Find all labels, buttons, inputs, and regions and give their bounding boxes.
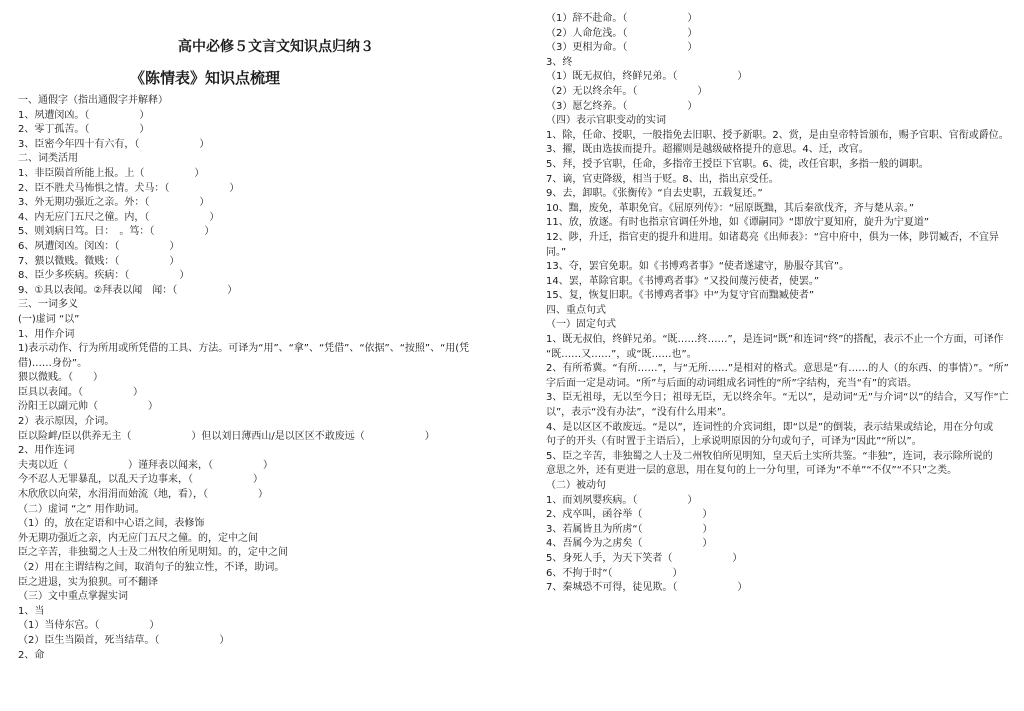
text-line: （2）无以终余年。（ ） — [546, 85, 708, 97]
text-line: 9、①具以表闻。②拜表以闻 闻：（ ） — [18, 284, 238, 296]
text-line: 2、有所希冀。“有所……”，与“无所……”是相对的格式。意思是“有……的人（的东西、的事情）”。“所” — [546, 363, 1009, 375]
text-line: 以”，表示“没有办法”，“没有什么用来”。 — [546, 407, 732, 419]
text-line: 臣之辛苦，非独蜀之人士及二州牧伯所见明知。的，定中之间 — [18, 547, 288, 559]
text-line: 臣之进退，实为狼狈。可不翻译 — [18, 576, 158, 588]
text-line: 7、猥以微贱。微贱：（ ） — [18, 255, 180, 267]
text-line: 一、通假字（指出通假字并解释） — [18, 95, 168, 106]
text-line: 1)表示动作、行为所用或所凭借的工具、方法。可译为“用”、“拿”、“凭借”、“依据”、“按照”、“用(凭 — [18, 343, 470, 355]
text-line: (一)虚词 “以” — [18, 313, 80, 325]
text-line: 1、夙遭闵凶。（ ） — [18, 109, 150, 121]
document-title: 高中必修５文言文知识点归纳３ — [178, 39, 374, 55]
text-line: 15、复，恢复旧职。《书博鸡者事》中“为复守官而黜臧使者” — [546, 290, 815, 302]
text-line: 3、擢，既由选拔而提升。超擢则是越级破格提升的意思。4、迁，改官。 — [546, 144, 869, 156]
text-line: 臣具以表闻。（ ） — [18, 386, 143, 398]
text-line: 14、罢，革除官职。《书博鸡者事》“又投间蔑污使者，使罢。” — [546, 275, 820, 287]
text-line: （3）更相为命。（ ） — [546, 42, 698, 54]
text-line: 5、则刘病日笃。日： 。笃：（ ） — [18, 226, 215, 238]
text-line: 4、吾属今为之虏矣（ ） — [546, 538, 713, 550]
text-line: 2）表示原因，介词。 — [18, 416, 115, 428]
text-line: （1）既无叔伯，终鲜兄弟。（ ） — [546, 71, 748, 83]
text-line: 5、拜，授予官职，任命，多指帝王授臣下官职。6、徙，改任官职，多指一般的调职。 — [546, 158, 929, 170]
text-line: （2）用在主谓结构之间，取消句子的独立性，不译，助词。 — [18, 562, 285, 573]
text-line: （1）辞不赴命。（ ） — [546, 13, 698, 24]
text-line: 11、放，放逐。有时也指京官调任外地，如《谭嗣同》“即放宁夏知府，旋升为宁夏道” — [546, 217, 930, 229]
text-line: 6、夙遭闵凶。闵凶：（ ） — [18, 240, 180, 252]
text-line: 1、既无叔伯，终鲜兄弟。“既……终……”，是连词“既”和连词“终”的搭配，表示不止一个方面，可译作 — [546, 334, 1004, 346]
text-line: （2）臣生当陨首，死当结草。（ ） — [18, 634, 230, 646]
text-line: 6、不拘于时“（ ） — [546, 567, 683, 579]
text-line: 臣以险衅/臣以供养无主（ ）但以刘日薄西山/是以区区不敢废远（ ） — [18, 430, 435, 442]
text-line: 9、去，卸职。《张衡传》“自去史职，五载复还。” — [546, 188, 763, 200]
text-line: 8、臣少多疾病。疾病：（ ） — [18, 270, 190, 282]
text-line: 3、终 — [546, 56, 573, 68]
text-line: 借)……身份”。 — [18, 357, 88, 369]
left-text-block — [18, 94, 514, 663]
text-line: 木欣欣以向荣，水涓涓而始流（地，看），（ ） — [18, 489, 268, 501]
text-line: 3、若属皆且为所虏“（ ） — [546, 523, 713, 535]
text-line: 4、内无应门五尺之僮。内，（ ） — [18, 211, 220, 223]
text-line: 四、重点句式 — [546, 304, 606, 316]
text-line: 2、臣不胜犬马怖惧之情。犬马：（ ） — [18, 182, 240, 194]
text-line: （四）表示官职变动的实词 — [546, 115, 666, 127]
text-line: 今不忍人无罪暴乱，以乱天子边事来，（ ） — [18, 474, 263, 486]
text-line: 4、是以区区不敢废远。“是以”，连词性的介宾词组，即“以是”的倒装，表示结果或结论，用在分句或 — [546, 421, 994, 433]
text-line: 外无期功强近之亲，内无应门五尺之僮。的，定中之间 — [18, 532, 258, 544]
document-subtitle: 《陈情表》知识点梳理 — [130, 69, 281, 87]
text-line: 夫夷以近（ ）谨拜表以闻来，（ ） — [18, 459, 273, 471]
text-line: “既……又……”，或“既……也”。 — [546, 348, 697, 360]
text-line: 2、命 — [18, 649, 45, 661]
text-line: 2、零丁孤苦。（ ） — [18, 124, 150, 136]
text-line: 三、一词多义 — [18, 299, 78, 311]
text-line: 2、戍卒叫，函谷举（ ） — [546, 509, 713, 521]
text-line: 1、非臣陨首所能上报。上（ ） — [18, 167, 205, 179]
text-line: 1、而刘夙婴疾病。（ ） — [546, 494, 698, 506]
text-line: （二）被动句 — [546, 480, 606, 491]
text-line: （一）固定句式 — [546, 319, 616, 331]
text-line: 13、夺，罢官免职。如《书博鸡者事》“使者遂逮守，胁服夺其官”。 — [546, 261, 850, 273]
text-line: 2、用作连词 — [18, 445, 75, 457]
text-line: 7、谪，官吏降级，相当于贬。8、出，指出京受任。 — [546, 173, 779, 185]
text-line: 1、除，任命、授职，一般指免去旧职、授予新职。2、赏，是由皇帝特旨颁布，赐予官职、官衔或爵位。 — [546, 129, 1009, 141]
text-line: （2）人命危浅。（ ） — [546, 27, 698, 39]
text-line: 同。” — [546, 246, 567, 258]
text-line: 12、陟，升迁，指官吏的提升和进用。如诸葛亮《出师表》：“宫中府中，俱为一体，陟罚臧否，不宜异 — [546, 231, 999, 243]
text-line: 7、秦城恐不可得，徒见欺。（ ） — [546, 582, 748, 594]
text-line: 3、外无期功强近之亲。外：（ ） — [18, 197, 210, 209]
text-line: 5、臣之辛苦，非独蜀之人士及二州牧伯所见明知，皇天后土实所共鉴。“非独”，连词，表示除所说的 — [546, 450, 993, 462]
text-line: （1）的，放在定语和中心语之间，表修饰 — [18, 518, 205, 530]
text-line: （3）愿乞终养。（ ） — [546, 100, 698, 112]
text-line: （三）文中重点掌握实词 — [18, 591, 128, 603]
text-line: 10、黜，废免，革职免官。《屈原列传》：“屈原既黜，其后秦欲伐齐，齐与楚从亲。” — [546, 202, 915, 214]
text-line: 二、词类活用 — [18, 153, 78, 165]
text-line: 猥以微贱。（ ） — [18, 372, 103, 384]
text-line: （二）虚词 “之” 用作助词。 — [18, 503, 145, 515]
text-line: 5、身死人手，为天下笑者（ ） — [546, 552, 743, 564]
text-line: 1、用作介词 — [18, 328, 75, 340]
text-line: 汾阳王以副元帅（ ） — [18, 401, 158, 413]
text-line: （1）当侍东宫。（ ） — [18, 620, 160, 632]
text-line: 3、臣密今年四十有六有，（ ） — [18, 138, 210, 150]
text-line: 字后面一定是动词。“所”与后面的动词组成名词性的“所”字结构，充当“有”的宾语。 — [546, 377, 918, 389]
text-line: 意思之外，还有更进一层的意思，用在复句的上一分句里，可译为“不单”“不仅”“不只”之类。 — [546, 465, 958, 477]
right-text-block — [546, 12, 1014, 596]
text-line: 1、当 — [18, 605, 45, 617]
text-line: 3、臣无祖母，无以至今日；祖母无臣，无以终余年。“无以”，是动词“无”与介词“以”的结合，又写作“亡 — [546, 392, 1009, 404]
text-line: 句子的开头（有时置于主语后），上承说明原因的分句或句子，可译为“因此”“所以”。 — [546, 436, 922, 448]
